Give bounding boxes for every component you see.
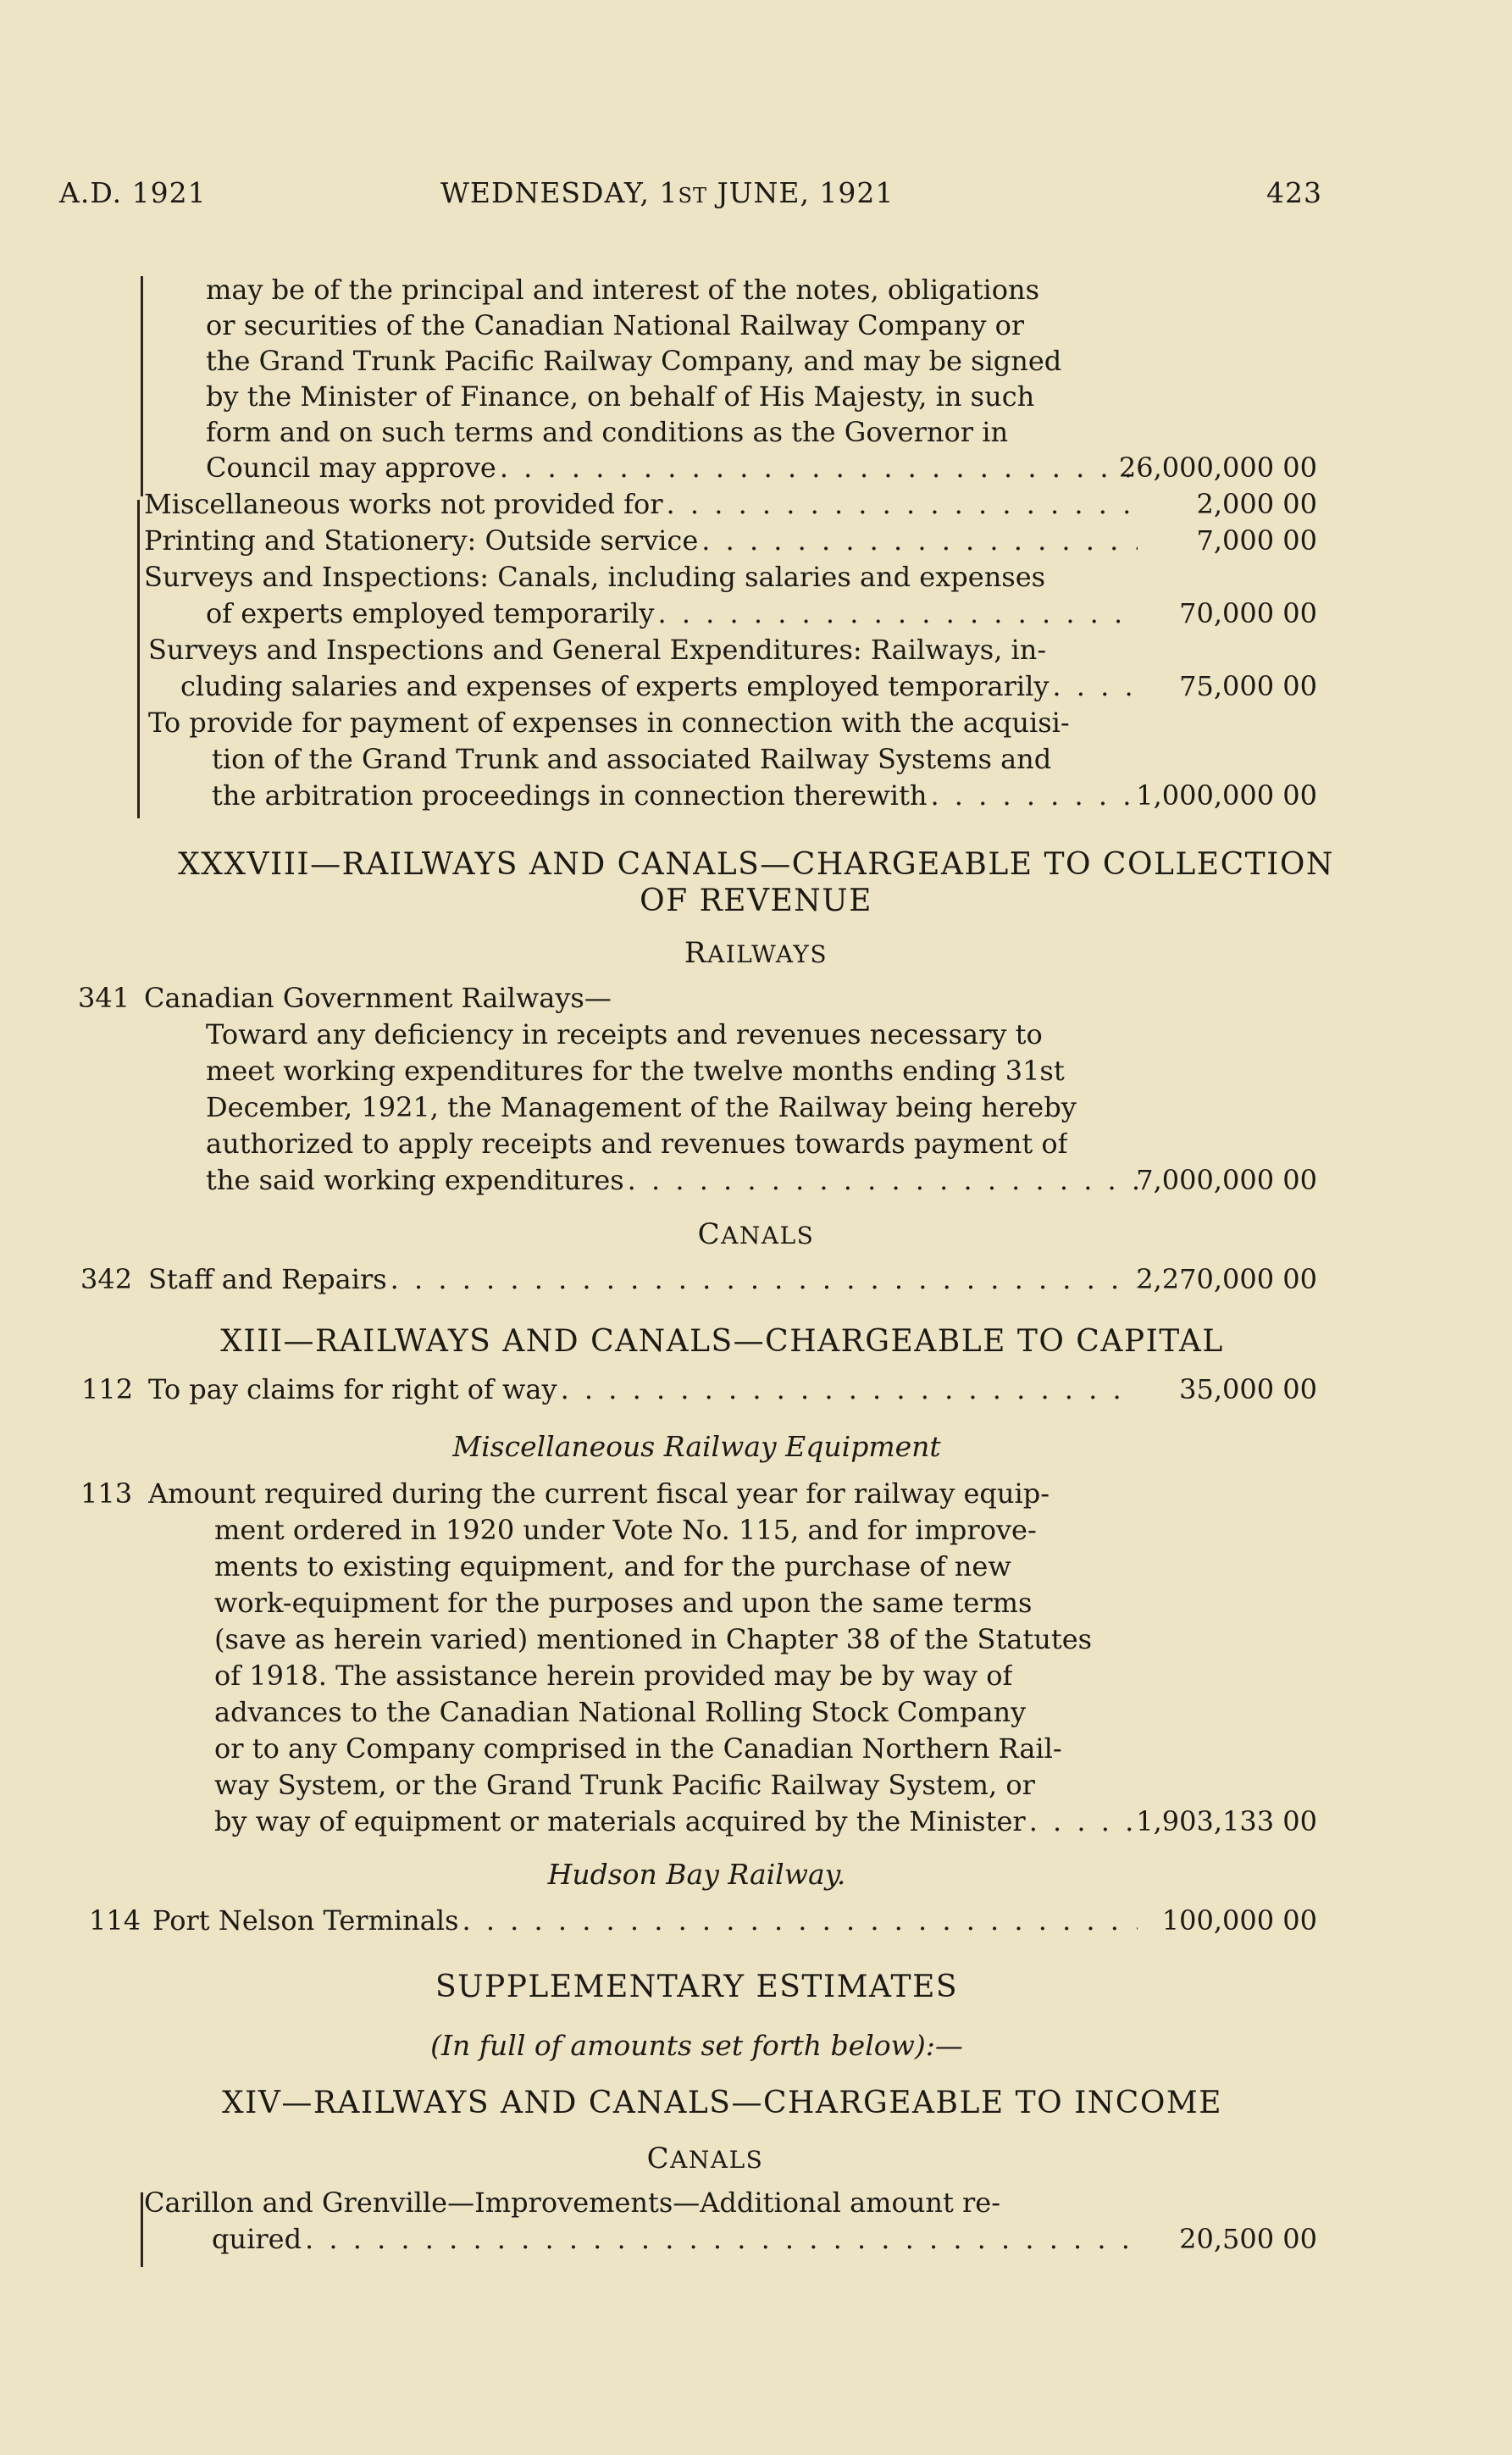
section-title: OF REVENUE <box>640 884 872 918</box>
cap: C <box>697 1217 722 1251</box>
amount: 100,000 00 <box>1161 1904 1317 1937</box>
subheading-italic: Hudson Bay Railway. <box>547 1858 846 1891</box>
subheading-canals <box>0 1217 1512 1251</box>
section-title: XXXVIII—RAILWAYS AND CANALS—CHARGEABLE TO COLLECTION <box>178 847 1334 882</box>
text-line: work-equipment for the purposes and upon the same terms <box>214 1587 1033 1619</box>
text-line: To provide for payment of expenses in connection with the acquisi- <box>148 707 1070 739</box>
rest: ANALS <box>721 1222 815 1250</box>
amount: 70,000 00 <box>1179 597 1317 629</box>
text: To pay claims for right of way <box>148 1373 557 1405</box>
text-line-leader <box>152 1904 1138 1939</box>
supplementary-title: SUPPLEMENTARY ESTIMATES <box>435 1970 959 2004</box>
text: quired <box>212 2223 302 2255</box>
text-line-leader <box>144 487 1138 523</box>
margin-bar <box>137 500 140 818</box>
text-line-leader <box>206 596 1138 632</box>
item-number: 114 <box>89 1904 141 1937</box>
section-title: XIII—RAILWAYS AND CANALS—CHARGEABLE TO CAPITAL <box>220 1324 1224 1359</box>
text: cluding salaries and expenses of experts employed temporarily <box>180 670 1050 702</box>
text-line: or securities of the Canadian National Railway Company or <box>206 309 1025 341</box>
subheading-canals <box>0 2142 1461 2175</box>
text-line-leader <box>148 1372 1138 1408</box>
text-line: of 1918. The assistance herein provided may be by way of <box>214 1660 1013 1692</box>
text-line: December, 1921, the Management of the Railway being hereby <box>206 1091 1077 1123</box>
text-line: may be of the principal and interest of the notes, obligations <box>206 274 1040 306</box>
text-line: advances to the Canadian National Rolling Stock Company <box>214 1696 1027 1728</box>
cap: C <box>646 2142 671 2175</box>
text: Port Nelson Terminals <box>152 1904 459 1937</box>
text: the arbitration proceedings in connection therewith <box>212 779 928 812</box>
supplementary-subtitle: (In full of amounts set forth below):— <box>430 2029 963 2062</box>
page-number: 423 <box>1266 176 1322 209</box>
text-line-leader <box>206 451 1138 486</box>
cap: R <box>684 936 708 970</box>
dot-leader <box>387 1262 1138 1296</box>
item-number: 112 <box>81 1373 134 1405</box>
text-line: ment ordered in 1920 under Vote No. 115, and for improve- <box>214 1514 1037 1546</box>
text-line: or to any Company comprised in the Canadian Northern Rail- <box>214 1732 1062 1765</box>
amount: 7,000,000 00 <box>1136 1164 1317 1196</box>
text-line: Canadian Government Railways— <box>144 982 612 1014</box>
amount: 1,000,000 00 <box>1136 779 1317 812</box>
header-date <box>440 176 894 209</box>
text-line: Toward any deficiency in receipts and revenues necessary to <box>206 1018 1043 1050</box>
amount: 7,000 00 <box>1196 524 1317 557</box>
text-line-leader <box>144 524 1138 559</box>
text-line: form and on such terms and conditions as the Governor in <box>206 416 1009 448</box>
text-line-leader <box>212 2222 1138 2258</box>
item-number: 341 <box>78 982 130 1014</box>
text: Council may approve <box>206 452 496 484</box>
amount: 1,903,133 00 <box>1136 1805 1317 1837</box>
amount: 75,000 00 <box>1179 670 1317 702</box>
header-date-ordinal: ST <box>678 184 707 208</box>
subheading-railways <box>0 936 1512 970</box>
text-line: Amount required during the current fiscal year for railway equip- <box>148 1477 1050 1510</box>
text: Staff and Repairs <box>148 1263 387 1295</box>
margin-bar <box>141 276 143 496</box>
dot-leader <box>302 2222 1138 2256</box>
text-line: ments to existing equipment, and for the purchase of new <box>214 1550 1011 1582</box>
header-date-pre: WEDNESDAY, 1 <box>440 176 678 209</box>
text-line: (save as herein varied) mentioned in Chapter 38 of the Statutes <box>214 1623 1093 1655</box>
item-number: 342 <box>80 1263 133 1295</box>
text-line: authorized to apply receipts and revenues towards payment of <box>206 1128 1068 1160</box>
amount: 2,000 00 <box>1196 488 1317 520</box>
text-line: the Grand Trunk Pacific Railway Company, and may be signed <box>206 345 1062 377</box>
text-line-leader <box>206 1163 1138 1199</box>
section-title: XIV—RAILWAYS AND CANALS—CHARGEABLE TO INCOME <box>221 2086 1223 2120</box>
text-line: Surveys and Inspections: Canals, including salaries and expenses <box>144 561 1046 593</box>
item-number: 113 <box>80 1477 133 1510</box>
text: of experts employed temporarily <box>206 597 655 629</box>
text: by way of equipment or materials acquired by the Minister <box>214 1805 1026 1837</box>
amount: 26,000,000 00 <box>1118 452 1317 484</box>
text: the said working expenditures <box>206 1164 624 1196</box>
text-line: meet working expenditures for the twelve months ending 31st <box>206 1055 1065 1087</box>
text: Printing and Stationery: Outside service <box>144 524 699 557</box>
text: Miscellaneous works not provided for <box>144 488 663 520</box>
amount: 20,500 00 <box>1179 2223 1317 2255</box>
header-year: A.D. 1921 <box>59 176 207 209</box>
amount: 2,270,000 00 <box>1136 1263 1317 1295</box>
text-line: Surveys and Inspections and General Expenditures: Railways, in- <box>148 634 1047 666</box>
text-line: way System, or the Grand Trunk Pacific Railway System, or <box>214 1769 1035 1801</box>
header-date-post: JUNE, 1921 <box>706 176 894 209</box>
text-line-leader <box>212 779 1138 814</box>
text-line-leader <box>180 669 1138 705</box>
text-line: tion of the Grand Trunk and associated Railway Systems and <box>212 743 1052 775</box>
amount: 35,000 00 <box>1179 1373 1317 1405</box>
text-line: Carillon and Grenville—Improvements—Additional amount re- <box>144 2186 1001 2219</box>
rest: ANALS <box>670 2146 764 2174</box>
rest: AILWAYS <box>707 940 828 968</box>
text-line-leader <box>148 1262 1138 1298</box>
subheading-italic: Miscellaneous Railway Equipment <box>452 1430 941 1463</box>
margin-bar <box>141 2192 143 2267</box>
text-line: by the Minister of Finance, on behalf of His Majesty, in such <box>206 380 1035 413</box>
text-line-leader <box>214 1804 1138 1840</box>
dot-leader <box>458 1904 1138 1937</box>
